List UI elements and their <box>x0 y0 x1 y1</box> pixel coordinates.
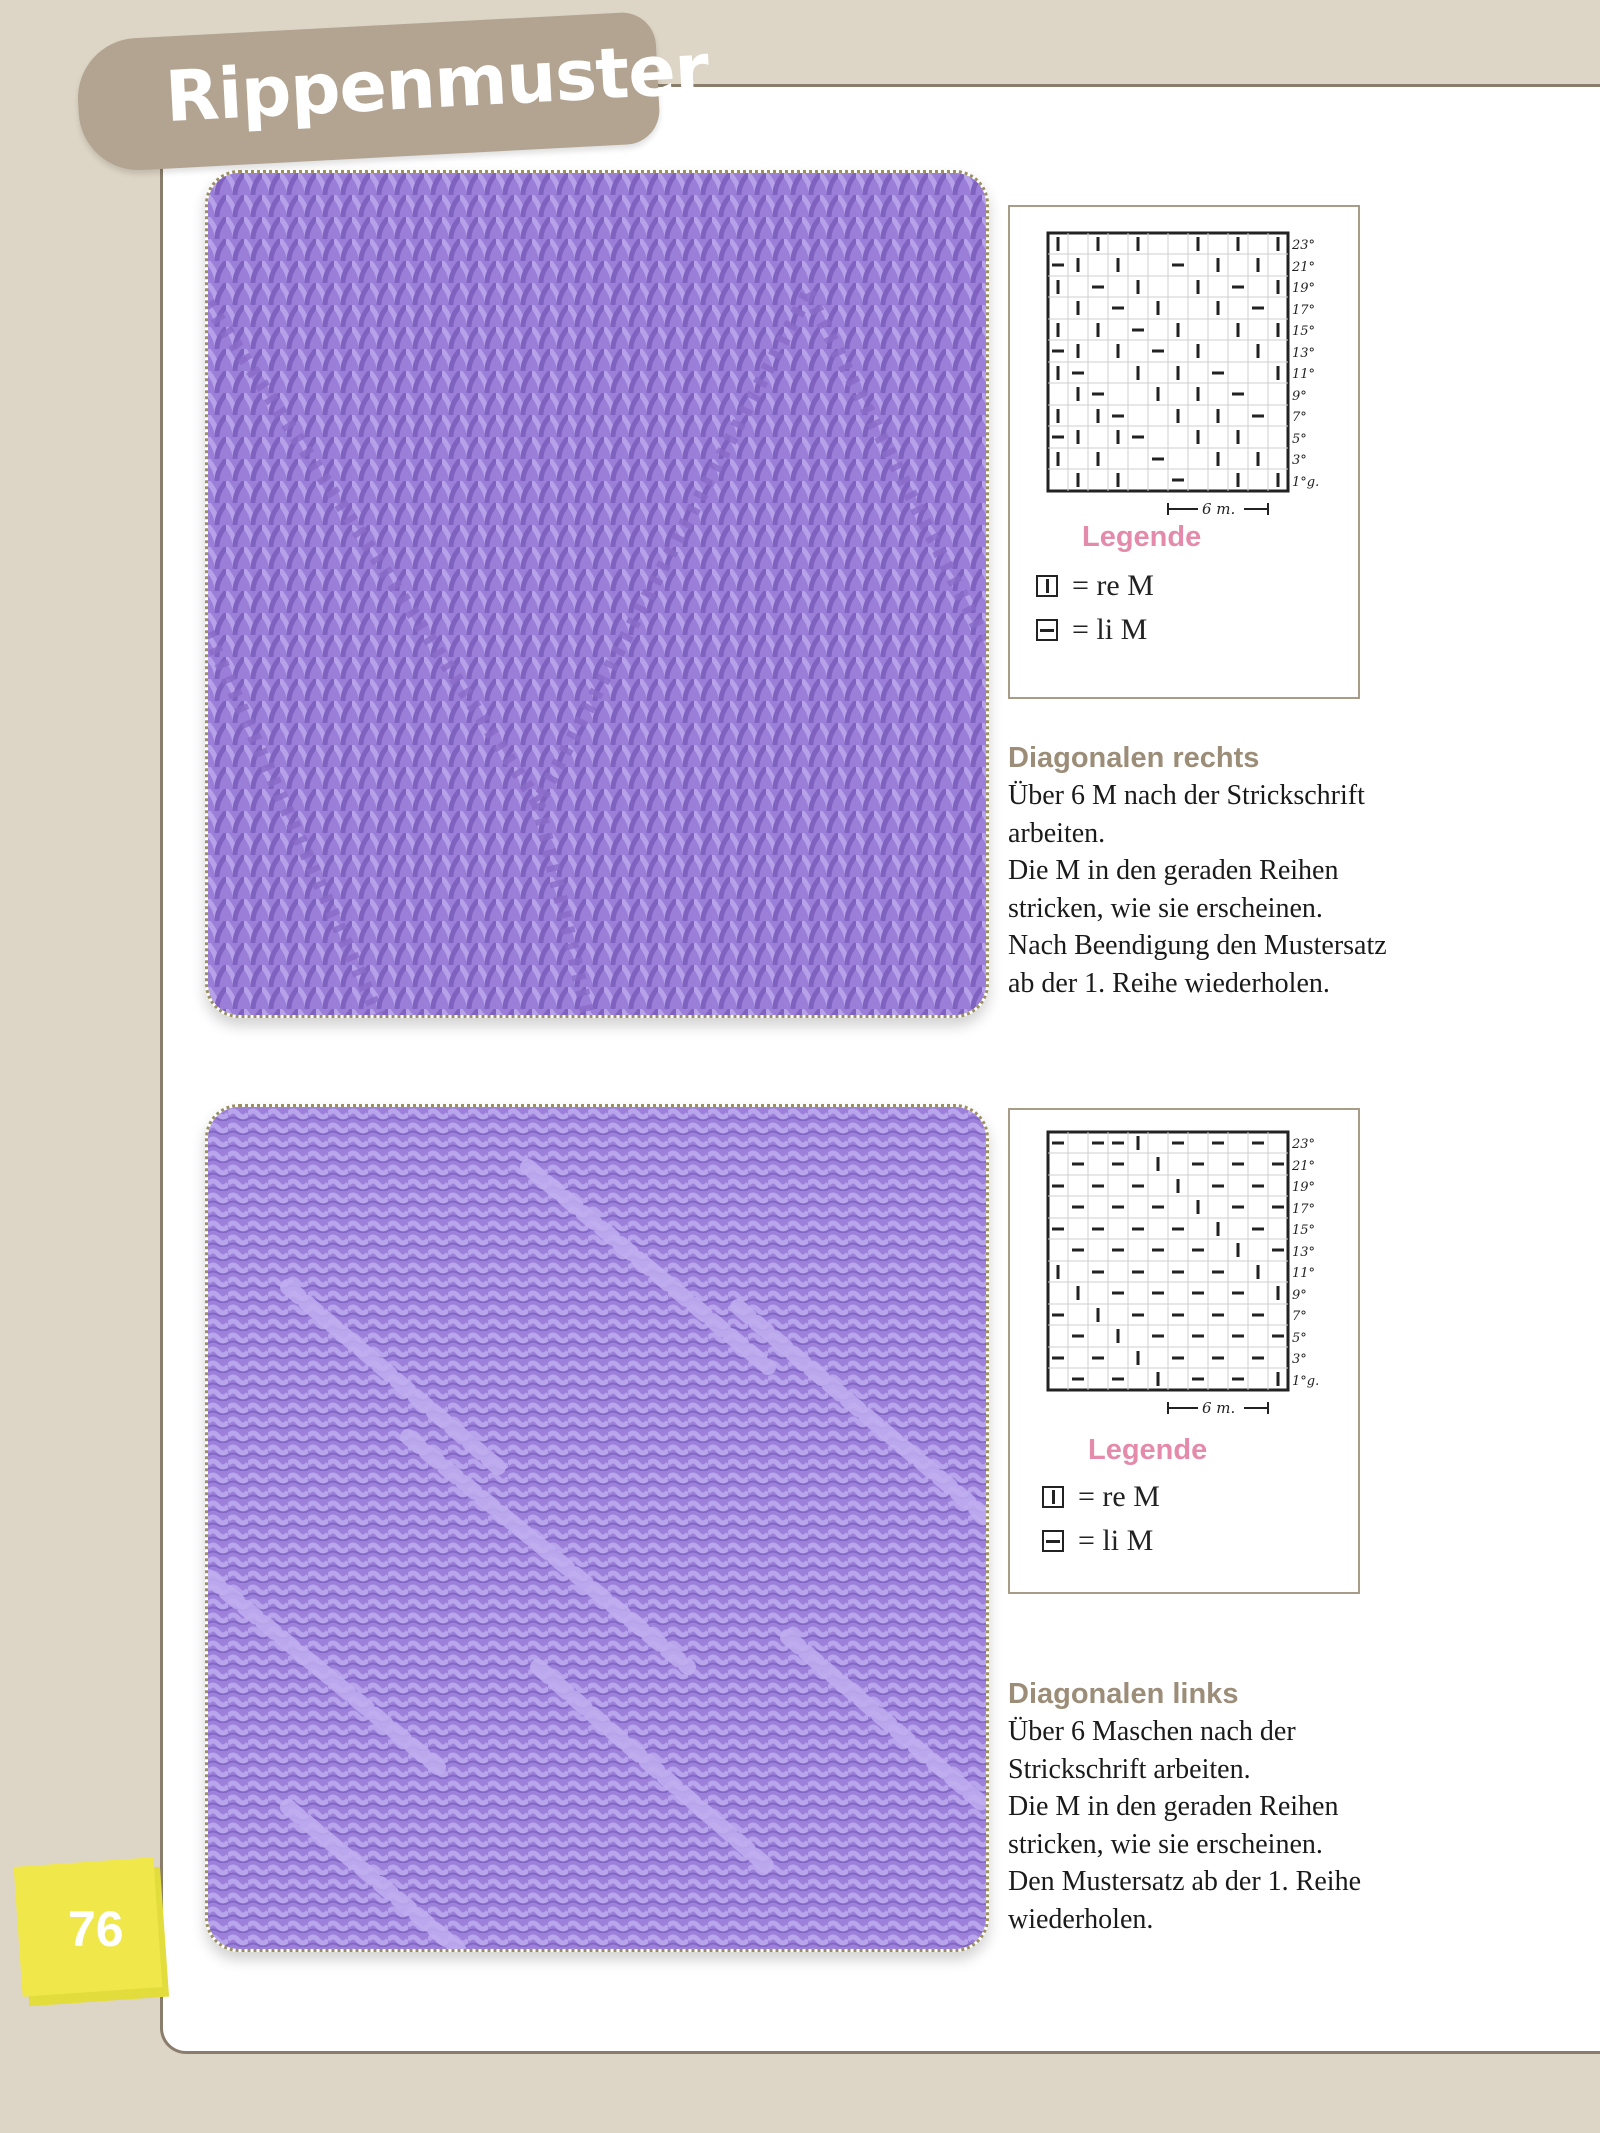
row-label: 7° <box>1292 1309 1307 1324</box>
row-label: 21° <box>1292 1159 1316 1174</box>
pattern-line: Den Mustersatz ab der 1. Reihe <box>1008 1866 1361 1897</box>
pattern-line: arbeiten. <box>1008 817 1106 849</box>
pattern-line: stricken, wie sie erscheinen. <box>1008 892 1323 924</box>
row-label: 13° <box>1292 346 1316 361</box>
row-label: 5° <box>1292 1331 1307 1346</box>
row-label: 5° <box>1292 432 1307 447</box>
row-label: 19° <box>1292 1180 1316 1195</box>
row-label: 1°g. <box>1292 1374 1320 1389</box>
pattern-line: Über 6 M nach der Strickschrift <box>1008 780 1365 811</box>
knitting-chart-box-1 <box>1008 205 1360 699</box>
knitting-chart-2 <box>1038 1122 1338 1422</box>
page-title: Rippenmuster <box>163 27 711 139</box>
legend-knit <box>1036 569 1154 603</box>
legend-knit-label: = re M <box>1072 569 1154 602</box>
legend-purl <box>1036 613 1147 647</box>
pattern-line: Über 6 Maschen nach der <box>1008 1716 1296 1747</box>
legend-purl-label: = li M <box>1078 1524 1154 1557</box>
knit-stitch-icon <box>1036 575 1058 597</box>
pattern-line: wiederholen. <box>1008 1903 1154 1935</box>
pattern-line: stricken, wie sie erscheinen. <box>1008 1828 1323 1860</box>
row-label: 17° <box>1292 1202 1316 1217</box>
row-label: 11° <box>1292 367 1316 382</box>
row-label: 19° <box>1292 281 1316 296</box>
legend-title: Legende <box>1082 521 1202 553</box>
knit-swatch-diagonal-left <box>205 1104 989 1952</box>
row-label: 3° <box>1292 453 1307 468</box>
row-label: 9° <box>1292 389 1307 404</box>
legend-knit-label: = re M <box>1078 1480 1160 1513</box>
row-label: 1°g. <box>1292 475 1320 490</box>
row-label: 15° <box>1292 1223 1316 1238</box>
pattern-line: Die M in den geraden Reihen <box>1008 855 1339 886</box>
row-label: 11° <box>1292 1266 1316 1281</box>
pattern-line: ab der 1. Reihe wiederholen. <box>1008 967 1330 999</box>
row-label: 3° <box>1292 1352 1307 1367</box>
row-label: 21° <box>1292 260 1316 275</box>
row-label: 15° <box>1292 324 1316 339</box>
pattern-line: Die M in den geraden Reihen <box>1008 1791 1339 1822</box>
row-label: 7° <box>1292 410 1307 425</box>
chart-width-label: 6 m. <box>1202 1399 1236 1417</box>
pattern-heading: Diagonalen links <box>1008 1678 1239 1710</box>
page-number: 76 <box>68 1901 124 1957</box>
row-label: 9° <box>1292 1288 1307 1303</box>
pattern-description-1 <box>1008 742 1388 1002</box>
purl-stitch-icon <box>1042 1530 1064 1552</box>
knit-stitch-icon <box>1042 1486 1064 1508</box>
legend-purl <box>1042 1524 1153 1558</box>
legend-purl-label: = li M <box>1072 613 1148 646</box>
row-label: 23° <box>1292 238 1316 253</box>
row-label: 17° <box>1292 303 1316 318</box>
pattern-description-2 <box>1008 1678 1388 1938</box>
row-label: 23° <box>1292 1137 1316 1152</box>
row-label: 13° <box>1292 1245 1316 1260</box>
pattern-line: Nach Beendigung den Mustersatz <box>1008 930 1387 961</box>
knitting-chart-box-2 <box>1008 1108 1360 1594</box>
legend-knit <box>1042 1480 1160 1514</box>
knit-swatch-diagonal-right <box>205 170 989 1018</box>
chart-width-label: 6 m. <box>1202 500 1236 518</box>
purl-stitch-icon <box>1036 619 1058 641</box>
knitting-chart-1 <box>1038 223 1338 523</box>
pattern-heading: Diagonalen rechts <box>1008 742 1260 774</box>
pattern-line: Strickschrift arbeiten. <box>1008 1753 1251 1785</box>
legend-title: Legende <box>1088 1434 1208 1466</box>
